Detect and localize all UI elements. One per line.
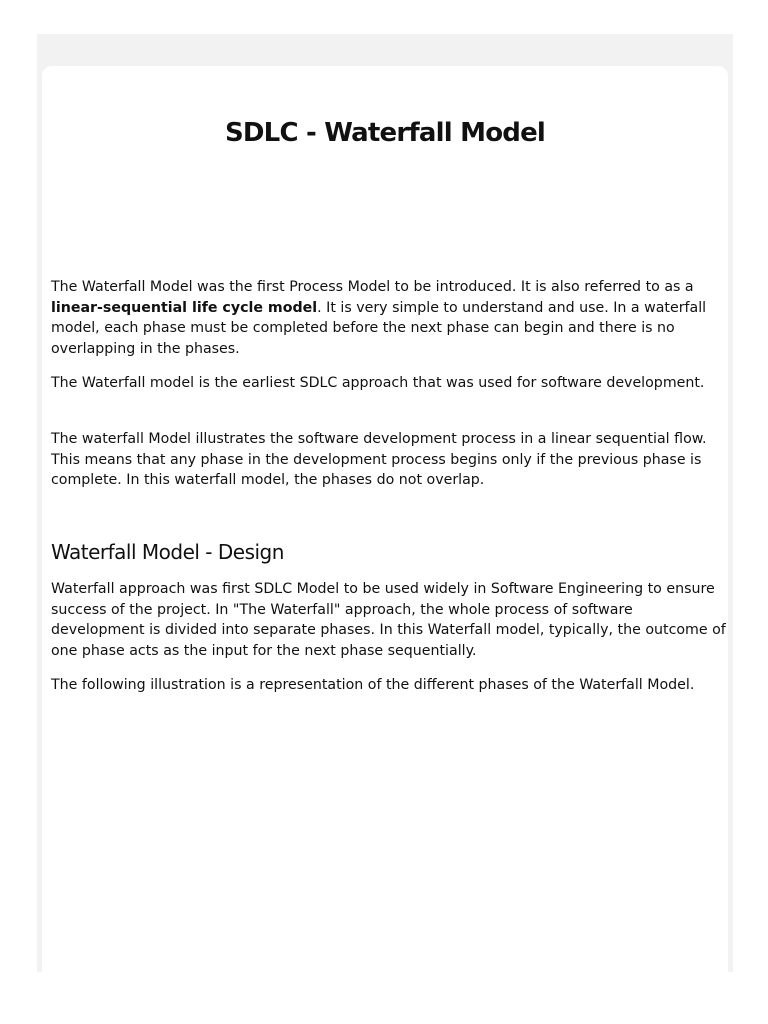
intro-rest: . It is very simple to understand and use. In a waterfall model, each phase must be completed before the next phase can begin and there is no overlapping in the phases.: [51, 299, 707, 357]
page-frame: [37, 34, 733, 972]
paragraph-illustration-intro: The following illustration is a representation of the different phases of the Waterfall Model.: [51, 677, 695, 693]
intro-bold-term: linear-sequential life cycle model: [51, 299, 318, 316]
page-title: SDLC - Waterfall Model: [224, 118, 546, 148]
intro-paragraph: [51, 277, 727, 359]
article-card: [42, 66, 728, 972]
paragraph-linear-flow: The waterfall Model illustrates the software development process in a linear sequential flow. This means that any phase in the development process begins only if the previous phase is complete. In this waterfall model, the phases do not overlap.: [51, 431, 707, 488]
paragraph-earliest-approach: The Waterfall model is the earliest SDLC approach that was used for software development.: [51, 375, 705, 391]
design-heading: Waterfall Model - Design: [51, 540, 284, 564]
paragraph-design: Waterfall approach was first SDLC Model to be used widely in Software Engineering to ensure success of the project. In "The Waterfall" approach, the whole process of software development is divided into separate phases. In this Waterfall model, typically, the outcome of one phase acts as the input for the next phase sequentially.: [51, 581, 726, 659]
intro-lead: The Waterfall Model was the first Process Model to be introduced. It is also referred to as a: [51, 279, 694, 295]
